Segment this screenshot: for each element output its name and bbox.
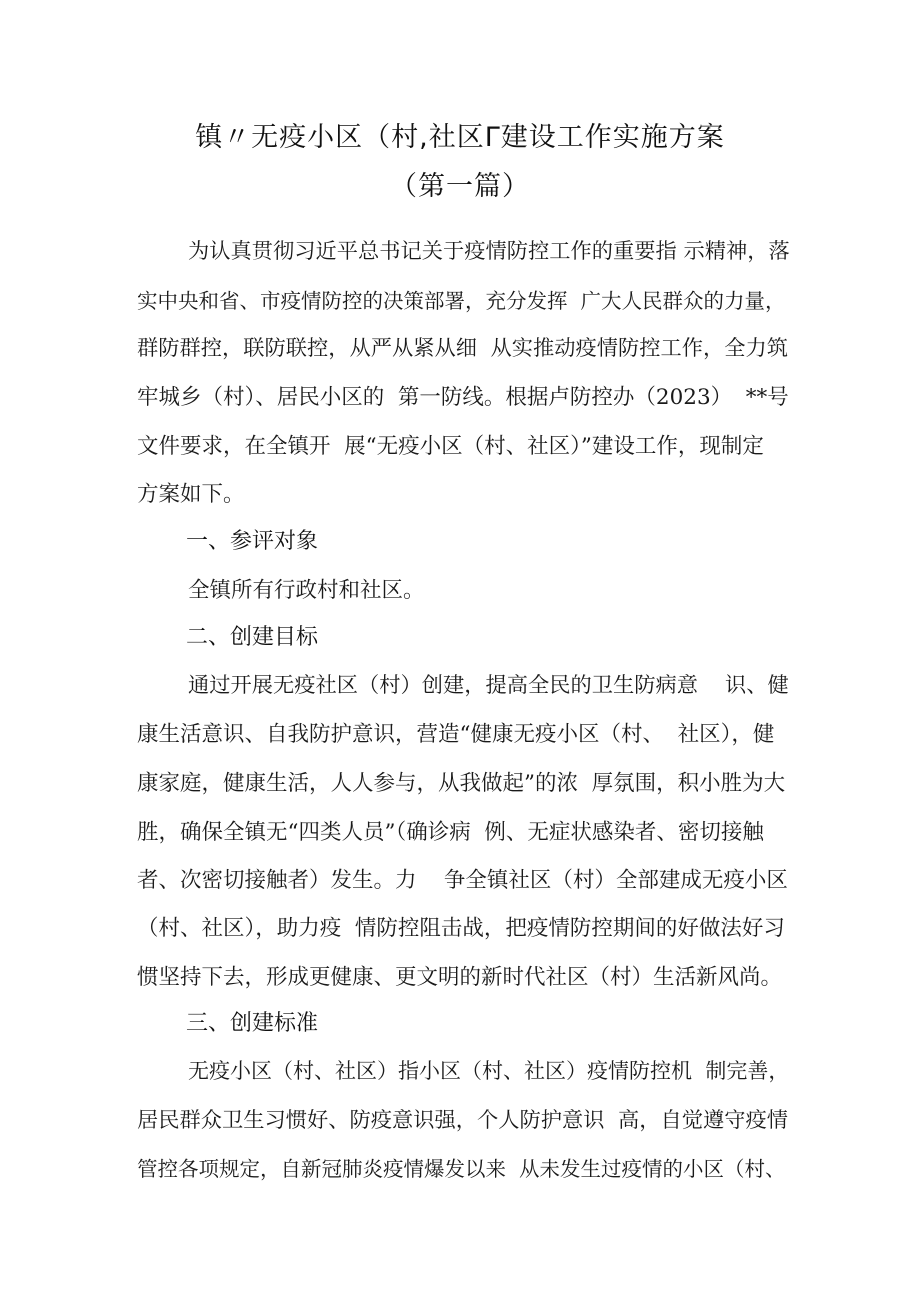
intro-line-4: 牢城乡（村）、居民小区的 第一防线。根据卢防控办（2023） **号	[137, 385, 789, 410]
intro-line-2: 实中央和省、市疫情防控的决策部署，充分发挥 广大人民群众的力量，	[137, 289, 786, 313]
document-title: 镇〃无疫小区（村,社区Γ建设工作实施方案	[195, 122, 725, 153]
intro-line-5: 文件要求，在全镇开 展“无疫小区（村、社区）”建设工作，现制定	[137, 434, 764, 459]
intro-line-3: 群防群控，联防联控，从严从紧从细 从实推动疫情防控工作，全力筑	[137, 336, 789, 361]
section2-line-4: 胜，确保全镇无“四类人员”（确诊病 例、无症状感染者、密切接触	[137, 820, 764, 845]
section2-line-5: 者、次密切接触者）发生。力 争全镇社区（村）全部建成无疫小区	[137, 868, 788, 893]
section2-line-6: （村、社区），助力疫 情防控阻击战，把疫情防控期间的好做法好习	[137, 916, 785, 941]
section2-line-7: 惯坚持下去，形成更健康、更文明的新时代社区（村）生活新风尚。	[137, 965, 783, 990]
section-heading-1: 一、参评对象	[186, 529, 319, 554]
section-heading-2: 二、创建目标	[186, 625, 319, 650]
section2-line-1: 通过开展无疫社区（村）创建，提高全民的卫生防病意 识、健	[188, 673, 789, 698]
section2-line-2: 康生活意识、自我防护意识，营造“健康无疫小区（村、 社区），健	[137, 722, 775, 747]
section3-line-1: 无疫小区（村、社区）指小区（村、社区）疫情防控机 制完善，	[188, 1059, 790, 1083]
section2-line-3: 康家庭，健康生活，人人参与，从我做起”的浓 厚氛围，积小胜为大	[137, 771, 786, 796]
intro-line-6: 方案如下。	[137, 482, 245, 507]
document-subtitle: （第一篇）	[390, 171, 530, 202]
section-heading-3: 三、创建标准	[186, 1011, 319, 1036]
section1-body: 全镇所有行政村和社区。	[188, 578, 425, 603]
intro-line-1: 为认真贯彻习近平总书记关于疫情防控工作的重要指 示精神，落	[188, 239, 790, 264]
section3-line-3: 管控各项规定，自新冠肺炎疫情爆发以来 从未发生过疫情的小区（村、	[137, 1157, 786, 1181]
section3-line-2: 居民群众卫生习惯好、防疫意识强，个人防护意识 高，自觉遵守疫情	[137, 1108, 789, 1133]
